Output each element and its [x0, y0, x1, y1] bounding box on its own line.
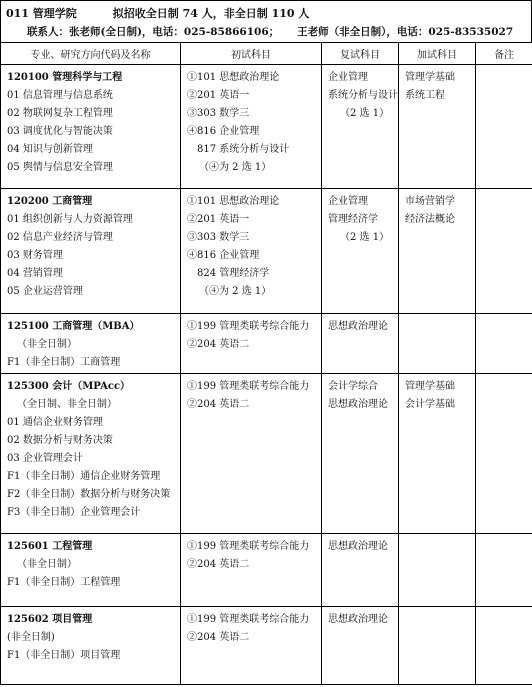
exam-subject: ①101 思想政治理论 — [187, 72, 280, 83]
exam-subject: ②201 英语一 — [187, 90, 250, 101]
retest-cell — [322, 189, 399, 314]
direction-item: 02 信息产业经济与管理 — [7, 232, 113, 243]
column-header: 初试科目 — [181, 43, 322, 65]
major-title: 125300 会计（MPAcc） — [7, 381, 131, 392]
exam-subject: ③303 数学三 — [187, 108, 250, 119]
direction-item: F1（非全日制）工商管理 — [7, 357, 121, 368]
direction-item: 02 数据分析与财务决策 — [7, 435, 113, 446]
retest-subject: 思想政治理论 — [328, 614, 388, 625]
column-header: 加试科目 — [399, 43, 476, 65]
extra-cell — [399, 607, 476, 685]
exam-note: （④为 2 选 1） — [199, 286, 272, 297]
exam-subject: ④816 企业管理 — [187, 250, 260, 261]
extra-subject: 系统工程 — [405, 90, 445, 101]
exam-subject: ①199 管理类联考综合能力 — [187, 321, 310, 332]
retest-cell — [322, 374, 399, 534]
header-line-2 — [27, 24, 513, 39]
direction-item: F1（非全日制）工程管理 — [7, 577, 121, 588]
remarks-cell — [476, 189, 532, 314]
major-cell — [1, 534, 181, 607]
retest-cell — [322, 314, 399, 374]
major-cell — [1, 607, 181, 685]
column-header: 复试科目 — [322, 43, 399, 65]
retest-subject: 企业管理 — [328, 72, 368, 83]
major-title: 125602 项目管理 — [7, 614, 93, 625]
table-row — [1, 534, 532, 607]
contact-fulltime: 联系人：张老师(全日制)，电话：025-85866106； — [27, 26, 280, 38]
direction-item: F1（非全日制）通信企业财务管理 — [7, 471, 161, 482]
table-row — [1, 374, 532, 534]
remarks-cell — [476, 607, 532, 685]
exam-subject: ②204 英语二 — [187, 559, 250, 570]
header-line-1 — [6, 5, 309, 21]
major-cell — [1, 189, 181, 314]
direction-item: 04 知识与创新管理 — [7, 144, 93, 155]
direction-item: F2（非全日制）数据分析与财务决策 — [7, 489, 171, 500]
extra-subject: 市场营销学 — [405, 196, 455, 207]
exam-cell — [181, 189, 322, 314]
remarks-cell — [476, 534, 532, 607]
major-title: 125100 工商管理（MBA） — [7, 321, 140, 332]
exam-subject: ④816 企业管理 — [187, 126, 260, 137]
exam-subject: 824 管理经济学 — [197, 268, 270, 279]
direction-item: 02 物联网复杂工程管理 — [7, 108, 113, 119]
study-mode: (非全日制) — [7, 632, 55, 643]
direction-item: 05 舆情与信息安全管理 — [7, 162, 113, 173]
extra-cell — [399, 374, 476, 534]
table-row — [1, 65, 532, 189]
direction-item: 01 信息管理与信息系统 — [7, 90, 113, 101]
enrollment-quota: 拟招收全日制 74 人，非全日制 110 人 — [112, 7, 310, 20]
exam-subject: ①101 思想政治理论 — [187, 196, 280, 207]
exam-cell — [181, 65, 322, 189]
retest-subject: 会计学综合 — [328, 381, 378, 392]
exam-note: （④为 2 选 1） — [199, 162, 272, 173]
exam-subject: ③303 数学三 — [187, 232, 250, 243]
exam-subject: ②204 英语二 — [187, 399, 250, 410]
major-cell — [1, 65, 181, 189]
direction-item: 01 通信企业财务管理 — [7, 417, 103, 428]
exam-subject: ①199 管理类联考综合能力 — [187, 614, 310, 625]
table-row — [1, 607, 532, 685]
extra-cell — [399, 189, 476, 314]
direction-item: 03 企业管理会计 — [7, 453, 83, 464]
retest-note: （2 选 1） — [340, 108, 390, 119]
remarks-cell — [476, 374, 532, 534]
exam-cell — [181, 607, 322, 685]
exam-subject: 817 系统分析与设计 — [197, 144, 290, 155]
program-table — [0, 42, 532, 685]
study-mode: （非全日制） — [17, 339, 77, 350]
column-header: 备注 — [476, 43, 532, 65]
direction-item: 04 营销管理 — [7, 268, 63, 279]
table-row — [1, 314, 532, 374]
major-cell — [1, 314, 181, 374]
retest-subject: 企业管理 — [328, 196, 368, 207]
direction-item: 03 财务管理 — [7, 250, 63, 261]
retest-subject: 思想政治理论 — [328, 321, 388, 332]
direction-item: 05 企业运营管理 — [7, 286, 83, 297]
major-cell — [1, 374, 181, 534]
exam-cell — [181, 314, 322, 374]
direction-item: 03 调度优化与智能决策 — [7, 126, 113, 137]
retest-cell — [322, 534, 399, 607]
exam-subject: ①199 管理类联考综合能力 — [187, 381, 310, 392]
retest-subject: 思想政治理论 — [328, 399, 388, 410]
extra-cell — [399, 534, 476, 607]
retest-subject: 系统分析与设计 — [328, 90, 398, 101]
direction-item: F3（非全日制）企业管理会计 — [7, 507, 141, 518]
retest-subject: 思想政治理论 — [328, 541, 388, 552]
table-header-row — [1, 43, 532, 65]
study-mode: （非全日制） — [17, 559, 77, 570]
retest-note: （2 选 1） — [340, 232, 390, 243]
extra-cell — [399, 65, 476, 189]
exam-subject: ①199 管理类联考综合能力 — [187, 541, 310, 552]
extra-cell — [399, 314, 476, 374]
direction-item: F1（非全日制）项目管理 — [7, 650, 121, 661]
extra-subject: 会计学基础 — [405, 399, 455, 410]
extra-subject: 经济法概论 — [405, 214, 455, 225]
retest-cell — [322, 65, 399, 189]
college-name: 011 管理学院 — [6, 7, 77, 20]
retest-cell — [322, 607, 399, 685]
major-title: 125601 工程管理 — [7, 541, 93, 552]
direction-item: 01 组织创新与人力资源管理 — [7, 214, 133, 225]
table-row — [1, 189, 532, 314]
exam-cell — [181, 374, 322, 534]
remarks-cell — [476, 314, 532, 374]
exam-subject: ②204 英语二 — [187, 632, 250, 643]
extra-subject: 管理学基础 — [405, 72, 455, 83]
major-title: 120200 工商管理 — [7, 196, 93, 207]
study-mode: （全日制、非全日制） — [17, 399, 117, 410]
college-header — [0, 0, 532, 42]
retest-subject: 管理经济学 — [328, 214, 378, 225]
exam-subject: ②204 英语二 — [187, 339, 250, 350]
exam-subject: ②201 英语一 — [187, 214, 250, 225]
exam-cell — [181, 534, 322, 607]
column-header: 专业、研究方向代码及名称 — [1, 43, 181, 65]
major-title: 120100 管理科学与工程 — [7, 72, 123, 83]
remarks-cell — [476, 65, 532, 189]
contact-parttime: 王老师（非全日制），电话：025-83535027 — [297, 26, 514, 38]
extra-subject: 管理学基础 — [405, 381, 455, 392]
